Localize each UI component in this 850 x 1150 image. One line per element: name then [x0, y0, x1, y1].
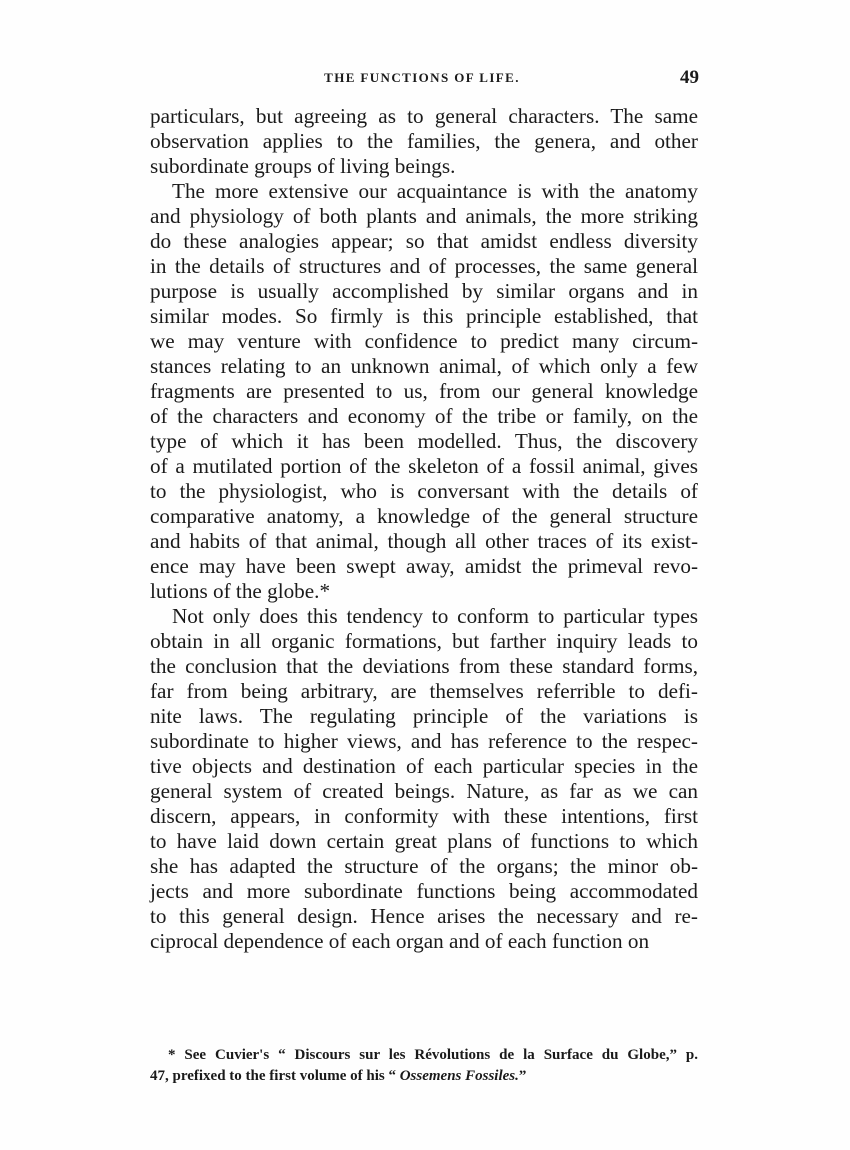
running-title: THE FUNCTIONS OF LIFE.	[324, 70, 520, 85]
text-line: and habits of that animal, though all other traces of its exist-	[150, 529, 698, 553]
page-number: 49	[680, 67, 699, 88]
paragraph	[150, 179, 698, 604]
text-line: tive objects and destination of each particular species in the	[150, 754, 698, 778]
text-line: of the characters and economy of the tribe or family, on the	[150, 404, 698, 428]
text-line: ence may have been swept away, amidst the primeval revo-	[150, 554, 698, 578]
text-line: similar modes. So firmly is this principle established, that	[150, 304, 698, 328]
paragraph	[150, 104, 698, 179]
text-line: and physiology of both plants and animals, the more striking	[150, 204, 698, 228]
text-line: stances relating to an unknown animal, of which only a few	[150, 354, 698, 378]
footnote-text: 47, prefixed to the first volume of his “	[150, 1068, 400, 1084]
text-line: fragments are presented to us, from our general knowledge	[150, 379, 698, 403]
paragraph	[150, 604, 698, 954]
text-line: Not only does this tendency to conform to particular types	[172, 604, 698, 628]
text-line: type of which it has been modelled. Thus, the discovery	[150, 429, 698, 453]
text-line: observation applies to the families, the genera, and other	[150, 129, 698, 153]
running-head	[145, 67, 699, 94]
footnote-line	[150, 1066, 698, 1087]
footnote-text: ”	[518, 1068, 527, 1084]
text-line: do these analogies appear; so that amidst endless diversity	[150, 229, 698, 253]
text-line: obtain in all organic formations, but farther inquiry leads to	[150, 629, 698, 653]
body-text	[150, 104, 698, 954]
text-line: the conclusion that the deviations from these standard forms,	[150, 654, 698, 678]
text-line: ciprocal dependence of each organ and of each function on	[150, 929, 650, 953]
text-line: discern, appears, in conformity with these intentions, first	[150, 804, 698, 828]
text-line: of a mutilated portion of the skeleton of a fossil animal, gives	[150, 454, 698, 478]
text-line: to the physiologist, who is conversant with the details of	[150, 479, 698, 503]
text-line: subordinate to higher views, and has reference to the respec-	[150, 729, 698, 753]
text-line: to have laid down certain great plans of functions to which	[150, 829, 698, 853]
text-line: to this general design. Hence arises the necessary and re-	[150, 904, 698, 928]
text-line: general system of created beings. Nature, as far as we can	[150, 779, 698, 803]
text-line: we may venture with confidence to predict many circum-	[150, 329, 698, 353]
text-line: she has adapted the structure of the organs; the minor ob-	[150, 854, 698, 878]
text-line: comparative anatomy, a knowledge of the general structure	[150, 504, 698, 528]
text-line: jects and more subordinate functions being accommodated	[150, 879, 698, 903]
text-line: lutions of the globe.*	[150, 579, 331, 603]
text-line: The more extensive our acquaintance is with the anatomy	[172, 179, 698, 203]
text-line: subordinate groups of living beings.	[150, 154, 456, 178]
footnote-line: * See Cuvier's “ Discours sur les Révolutions de la Surface du Globe,” p.	[168, 1047, 698, 1063]
text-line: nite laws. The regulating principle of the variations is	[150, 704, 698, 728]
text-line: purpose is usually accomplished by similar organs and in	[150, 279, 698, 303]
text-line: particulars, but agreeing as to general characters. The same	[150, 104, 698, 128]
footnote	[150, 1045, 698, 1087]
text-line: far from being arbitrary, are themselves referrible to defi-	[150, 679, 698, 703]
text-line: in the details of structures and of processes, the same general	[150, 254, 698, 278]
footnote-book-title: Ossemens Fossiles.	[399, 1068, 519, 1084]
